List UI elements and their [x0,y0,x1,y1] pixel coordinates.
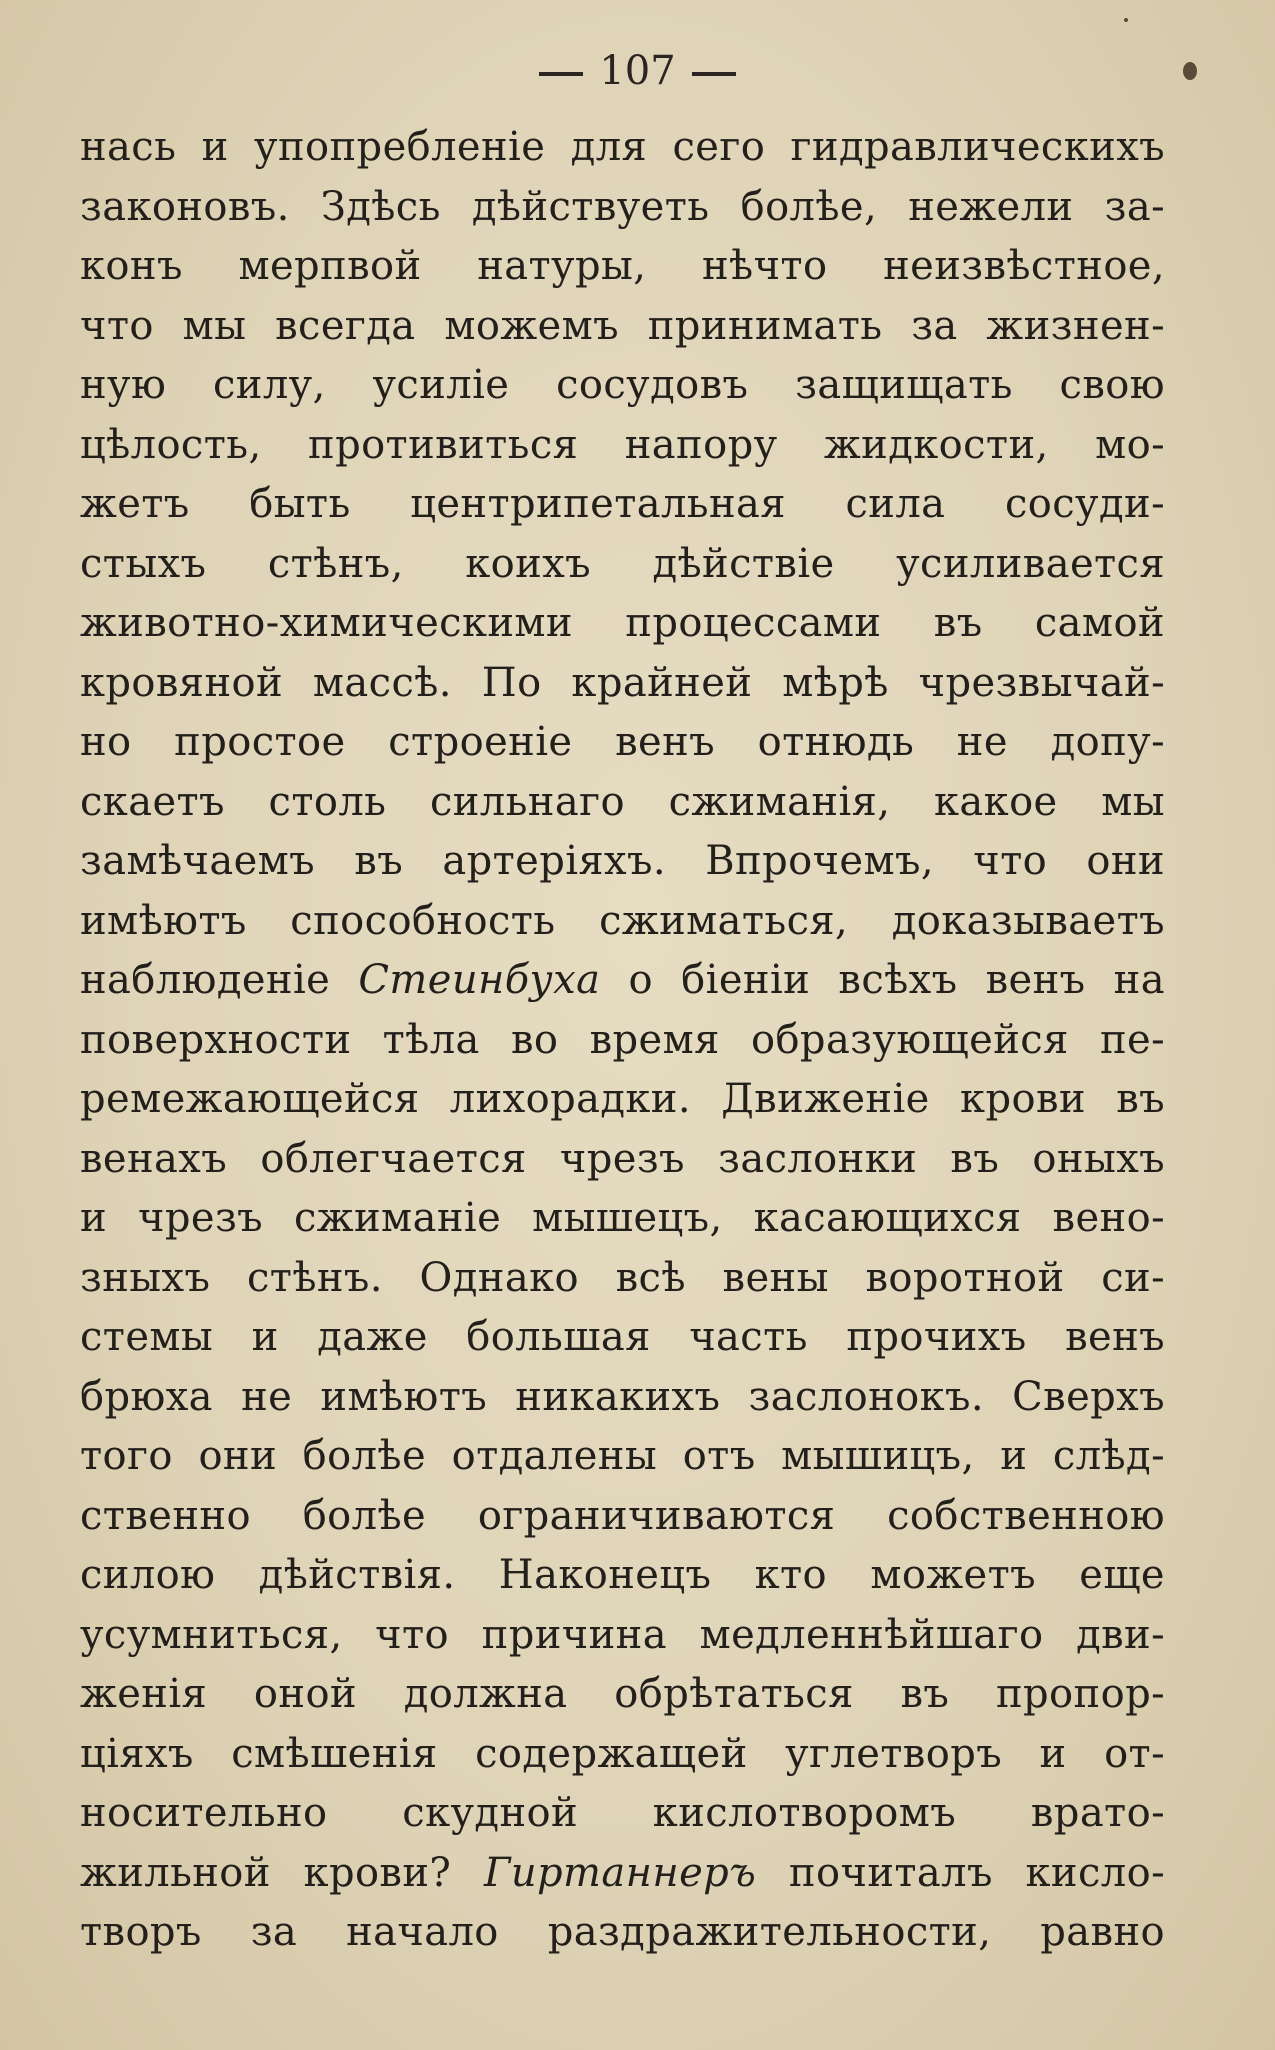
text-line [80,773,1165,833]
text-segment: стыхъ стѣнъ, коихъ дѣйствіе усиливается [80,540,1165,587]
text-segment: но простое строеніе венъ отнюдь не допу- [80,719,1165,765]
text-line [80,1189,1165,1249]
text-line [80,1725,1165,1785]
ink-speck [1124,18,1128,22]
text-line [80,1011,1165,1071]
text-segment: брюха не имѣютъ никакихъ заслонокъ. Сверхъ [80,1373,1165,1420]
text-line [80,1368,1165,1428]
text-segment: усумниться, что причина медленнѣйшаго дви- [80,1611,1165,1658]
text-line [80,1249,1165,1309]
text-segment: носительно скудной кислотворомъ врато- [80,1790,1165,1836]
text-line [80,1070,1165,1130]
text-line [80,178,1165,238]
text-line [80,1308,1165,1368]
text-line [80,594,1165,654]
page-body-text [80,118,1165,1963]
text-segment: ственно болѣе ограничиваются собственною [80,1492,1165,1539]
text-segment: законовъ. Здѣсь дѣйствуеть болѣе, нежели за- [80,183,1165,230]
text-line [80,1784,1165,1844]
text-line [80,832,1165,892]
text-line [80,416,1165,476]
text-line [80,892,1165,952]
text-line [80,1665,1165,1725]
header-dash-right [692,72,736,76]
text-segment: животно-химическими процессами въ самой [80,600,1165,646]
text-line [80,1844,1165,1904]
page-header [0,48,1275,94]
text-line [80,951,1165,1011]
text-segment: замѣчаемъ въ артеріяхъ. Впрочемъ, что они [80,838,1165,884]
text-segment: стемы и даже большая часть прочихъ венъ [80,1314,1165,1360]
text-line [80,1487,1165,1547]
text-line [80,297,1165,357]
text-line [80,713,1165,773]
text-segment: почиталъ кисло- [756,1849,1165,1896]
page-number: 107 [599,48,676,94]
text-segment: о біеніи всѣхъ венъ на [600,957,1165,1003]
text-segment: ремежающейся лихорадки. Движеніе крови въ [80,1076,1165,1122]
text-segment: ціяхъ смѣшенія содержащей углетворъ и от- [80,1730,1165,1777]
text-segment: конъ мерпвой натуры, нѣчто неизвѣстное, [80,243,1165,289]
text-segment: скаетъ столь сильнаго сжиманія, какое мы [80,778,1165,825]
text-segment: венахъ облегчается чрезъ заслонки въ оныхъ [80,1135,1165,1182]
text-segment: что мы всегда можемъ принимать за жизнен- [80,302,1165,349]
text-line [80,1903,1165,1963]
text-segment: наблюденіе [80,957,359,1003]
text-line [80,654,1165,714]
text-segment: и чрезъ сжиманіе мышецъ, касающихся вено- [80,1195,1165,1241]
text-segment: жетъ быть центрипетальная сила сосуди- [80,481,1165,527]
text-segment: творъ за начало раздражительности, равно [80,1909,1165,1955]
text-segment: зныхъ стѣнъ. Однако всѣ вены воротной си- [80,1254,1165,1301]
italic-name: Стеинбуха [358,957,601,1003]
text-line [80,118,1165,178]
text-segment: кровяной массѣ. По крайней мѣрѣ чрезвычай- [80,659,1165,706]
text-line [80,237,1165,297]
text-segment: цѣлость, противиться напору жидкости, мо- [80,421,1165,468]
text-segment: женія оной должна обрѣтаться въ пропор- [80,1671,1165,1717]
text-segment: нась и упопребленіе для сего гидравлическихъ [80,124,1165,170]
text-segment: имѣютъ способность сжиматься, доказываетъ [80,897,1165,944]
text-line [80,356,1165,416]
text-line [80,535,1165,595]
header-dash-left [539,72,583,76]
text-segment: силою дѣйствія. Наконецъ кто можетъ еще [80,1552,1165,1598]
text-line [80,1130,1165,1190]
text-line [80,1606,1165,1666]
text-segment: поверхности тѣла во время образующейся пе- [80,1016,1165,1063]
text-line [80,1546,1165,1606]
text-segment: жильной крови? [80,1849,484,1896]
italic-name: Гиртаннеръ [483,1849,757,1896]
text-segment: того они болѣе отдалены отъ мышицъ, и слѣд- [80,1433,1165,1479]
text-segment: ную силу, усиліе сосудовъ защищать свою [80,362,1165,408]
text-line [80,475,1165,535]
text-line [80,1427,1165,1487]
